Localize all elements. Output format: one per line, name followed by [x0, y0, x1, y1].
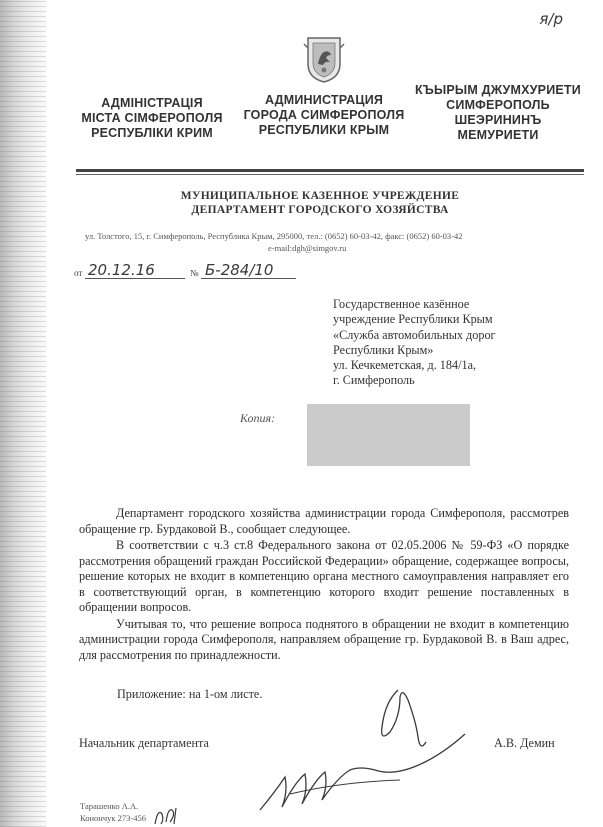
body-paragraph-2: В соответствии с ч.3 ст.8 Федерального закона от 02.05.2006 № 59-ФЗ «О порядке рассмотрения обращений граждан Российской Федерации» обращение, содержащее вопросы, решение которых не входит в компетенцию органа местного самоуправления направляет его в соответствующий орган, в компетенцию которого входит решение поставленных в обращении вопросов. — [79, 538, 569, 614]
recipient-line: ул. Кечкеметская, д. 184/1а, — [333, 358, 477, 373]
handwritten-initials — [152, 804, 184, 827]
header-divider-thick — [76, 169, 584, 172]
header-rus-line: ГОРОДА СИМФЕРОПОЛЯ — [243, 108, 405, 122]
copy-label: Копия: — [240, 411, 276, 425]
reg-date: 20.12.16 — [88, 261, 155, 279]
org-line-2: ДЕПАРТАМЕНТ ГОРОДСКОГО ХОЗЯЙСТВА — [191, 204, 449, 216]
handwritten-signature — [250, 682, 480, 817]
recipient-line: «Служба автомобильных дорог — [333, 327, 496, 342]
header-ukr-line: РЕСПУБЛІКИ КРИМ — [91, 126, 213, 140]
org-address: ул. Толстого, 15, г. Симферополь, Республика Крым, 295000, тел.: (0652) 60-03-42, факс: (0652) 60-03-42 — [85, 231, 463, 241]
header-crh-line: МЕМУРИЕТИ — [457, 128, 539, 142]
header-ukr-line: АДМІНІСТРАЦІЯ — [101, 96, 203, 110]
recipient-line: Республики Крым» — [333, 342, 434, 357]
reg-number-label: № — [190, 268, 199, 278]
executors — [80, 800, 146, 824]
recipient-line: учреждение Республики Крым — [333, 312, 493, 327]
header-divider-thin — [76, 174, 584, 175]
header-crimean-tatar — [414, 83, 582, 143]
letter-body — [79, 506, 569, 664]
signatory-name: А.В. Демин — [494, 736, 555, 750]
recipient-line: Государственное казённое — [333, 297, 470, 311]
signatory-position: Начальник департамента — [79, 736, 209, 750]
executor-line: Конончук 273-456 — [80, 813, 146, 823]
reg-number: Б-284/10 — [205, 261, 274, 279]
header-ukrainian — [76, 96, 228, 141]
reg-from-label: от — [74, 268, 83, 278]
header-crh-line: КЪЫРЫМ ДЖУМХУРИЕТИ — [415, 83, 581, 97]
body-paragraph-3: Учитывая то, что решение вопроса поднятого в обращении не входит в компетенцию администрации города Симферополя, направляем обращение гр. Бурдаковой В. в Ваш адрес, для рассмотрения по принадлежности. — [79, 616, 569, 662]
body-paragraph-1: Департамент городского хозяйства администрации города Симферополя, рассмотрев обращение гр. Бурдаковой В., сообщает следующее. — [79, 506, 569, 536]
header-russian — [240, 93, 408, 138]
executor-line: Тарашенко А.А. — [80, 801, 139, 811]
crimea-emblem-icon — [300, 34, 348, 84]
header-rus-line: АДМИНИСТРАЦИЯ — [264, 93, 384, 107]
header-crh-line: СИМФЕРОПОЛЬ — [446, 98, 550, 112]
page-mark: я/р — [539, 10, 563, 28]
header-rus-line: РЕСПУБЛИКИ КРЫМ — [258, 123, 390, 137]
attachment-note: Приложение: на 1-ом листе. — [117, 687, 263, 701]
organization-name — [160, 189, 480, 217]
header-crh-line: ШЕЭРИНИНЪ — [454, 113, 542, 127]
header-ukr-line: МІСТА СІМФЕРОПОЛЯ — [81, 111, 223, 125]
recipient-address — [333, 297, 496, 389]
org-line-1: МУНИЦИПАЛЬНОЕ КАЗЕННОЕ УЧРЕЖДЕНИЕ — [180, 190, 460, 202]
scan-edge-shadow — [0, 0, 46, 827]
redacted-block — [307, 404, 470, 466]
org-email: e-mail:dgh@simgov.ru — [268, 243, 347, 253]
recipient-line: г. Симферополь — [333, 373, 415, 388]
